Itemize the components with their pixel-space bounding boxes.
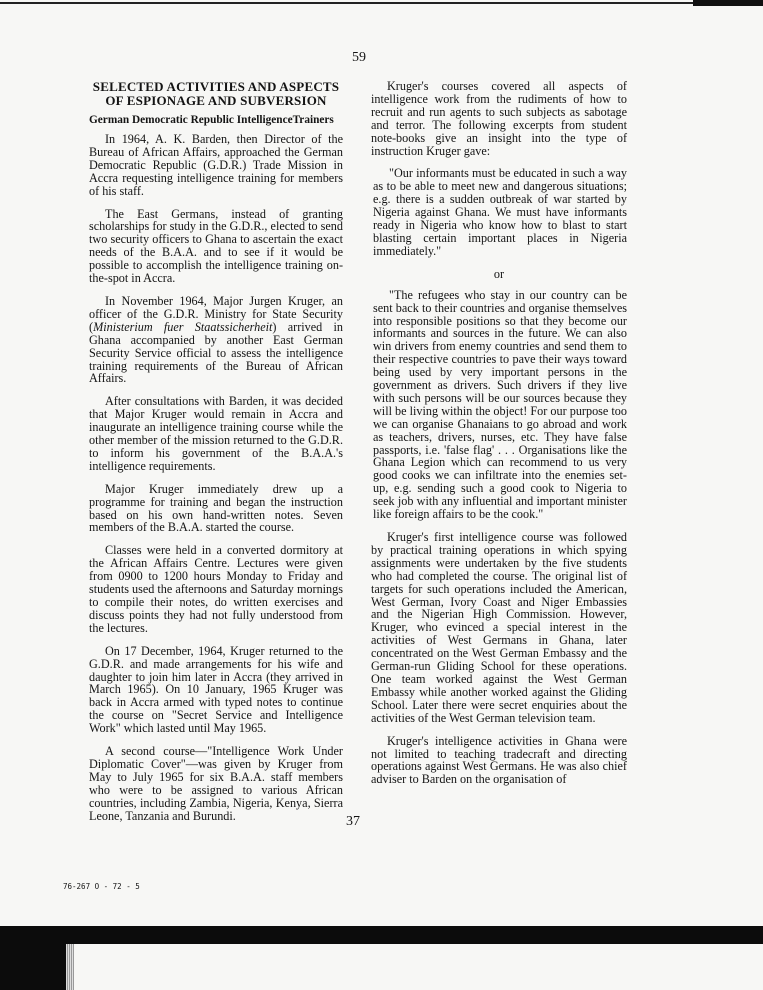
page-number-top: 59 (352, 50, 366, 65)
quote-excerpt: "Our informants must be educated in such a way as to be able to meet new and dangerous situations; e.g. there is a sudden outbreak of war started by Nigeria against Ghana. We must have informants ready in Nigeria who know how to blast to start blasting certain important places in Nigeria immediately." (373, 166, 627, 258)
scan-paper-strip (70, 944, 763, 990)
paragraph: After consultations with Barden, it was decided that Major Kruger would remain in Accra and inaugurate an intelligence training course while the other member of the mission returned to the G.D.R. to inform his government of the B.A.A.'s intelligence requirements. (89, 394, 343, 473)
section-heading: SELECTED ACTIVITIES AND ASPECTS OF ESPIONAGE AND SUBVERSION (92, 79, 340, 108)
paragraph: Classes were held in a converted dormitory at the African Affairs Centre. Lectures were given from 0900 to 1200 hours Monday to Friday and students used the afternoons and Saturday mornings to compile their notes, do written exercises and discuss points they had not fully understood from the lectures. (89, 543, 343, 635)
paragraph: A second course—"Intelligence Work Under Diplomatic Cover"—was given by Kruger from May to July 1965 for six B.A.A. staff members who were to be assigned to various African countries, including Zambia, Nigeria, Kenya, Sierra Leone, Tanzania and Burundi. (89, 744, 343, 823)
paragraph (89, 295, 343, 385)
scan-top-rule (0, 2, 763, 4)
paragraph: On 17 December, 1964, Kruger returned to the G.D.R. and made arrangements for his wife and daughter to join him later in Accra (they arrived in March 1965). On 10 January, 1965 Kruger was back in Accra armed with typed notes to continue the course on "Secret Service and Intelligence Work" which lasted until May 1965. (89, 643, 343, 736)
paragraph: Kruger's courses covered all aspects of intelligence work from the rudiments of how to recruit and run agents to such subjects as sabotage and terror. The following excerpts from student note-books give an insight into the type of instruction Kruger gave: (371, 79, 627, 158)
scan-top-edge (693, 0, 763, 6)
text-run: ) arrived in Ghana accompanied by another East German Security Service official to assess the intelligence training requirements of the Bureau of African Affairs. (89, 319, 343, 386)
quote-excerpt: "The refugees who stay in our country can be sent back to their countries and organise themselves into responsible positions so that they become our informants and sources in the future. We can also win drivers from enemy countries and send them to their respective countries to pave their ways toward being used by very important persons in the government as drivers. Such drivers if they live with such persons will be our sources because they will be living within the object! For our purpose too we can organise Ghanaians to go abroad and work as teachers, drivers, nurses, etc. They have false passports, i.e. 'false flag' . . . Organisations like the Ghana Legion which can recommend to us very good cooks we can infiltrate into the enemies set-up, e.g. sending such a good cook to Nigeria to seek job with any influential and important minister like foreign affairs to be the cook." (373, 287, 627, 522)
print-code: 76-267 O - 72 - 5 (63, 882, 140, 891)
paragraph: Kruger's first intelligence course was followed by practical training operations in which spying assignments were undertaken by the five students who had completed the course. The original list of targets for such operations included the American, West German, Ivory Coast and Niger Embassies and the Nigerian High Commission. However, Kruger, who evinced a special interest in the activities of West Germans in Ghana, later concentrated on the West German Embassy and the German-run Gliding School for these operations. One team worked against the West German Embassy while another worked against the Gliding School. Later there were secret enquiries about the activities of the West German television team. (371, 530, 627, 725)
paragraph: In 1964, A. K. Barden, then Director of the Bureau of African Affairs, approached the German Democratic Republic (G.D.R.) Trade Mission in Accra requesting intelligence training for members of his staff. (89, 132, 343, 198)
text-run: In November 1964, Major Jurgen Kruger, an officer of the G.D.R. Ministry for State Security ( (89, 293, 343, 334)
left-column (89, 80, 343, 833)
right-column (371, 80, 627, 796)
paragraph: Kruger's intelligence activities in Ghana were not limited to teaching tradecraft and directing operations against West Germans. He was also chief adviser to Barden on the organisation of (371, 733, 627, 787)
paragraph: Major Kruger immediately drew up a programme for training and began the instruction based on his own hand-written notes. Seven members of the B.A.A. started the course. (89, 481, 343, 535)
scan-bottom-edge (0, 926, 763, 990)
italic-term: Ministerium fuer Staatssicherheit (93, 319, 273, 334)
section-subheading: German Democratic Republic IntelligenceTrainers (89, 114, 334, 126)
scan-binding-stripe (66, 944, 74, 990)
paragraph: The East Germans, instead of granting scholarships for study in the G.D.R., elected to send two security officers to Ghana to ascertain the exact needs of the B.A.A. and to see if it would be possible to accomplish the intelligence training on-the-spot in Accra. (89, 206, 343, 286)
page-number-bottom: 37 (346, 814, 360, 829)
or-separator: or (493, 266, 505, 281)
